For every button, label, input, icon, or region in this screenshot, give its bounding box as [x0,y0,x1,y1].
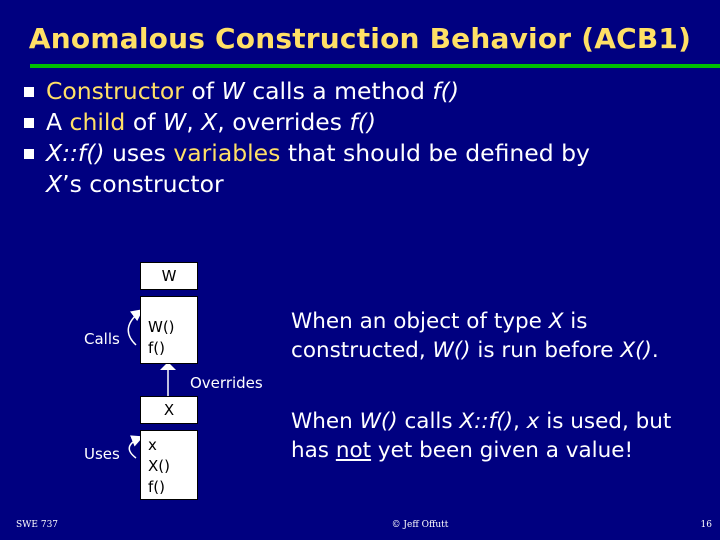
footer-course: SWE 737 [16,520,59,530]
bullet-3-part-3: variables [173,139,281,167]
bullet-3-part-2: uses [104,139,174,167]
uses-label: Uses [84,445,120,463]
slide-title: Anomalous Construction Behavior (ACB1) [28,22,692,55]
bullet-3-cont-2: ’s constructor [62,170,224,198]
class-w-name: W [161,267,177,285]
bullet-1-part-3: W [221,77,245,105]
note1-part-3: is constructed, [291,309,588,363]
class-x-member-1: x [148,436,157,454]
overrides-label: Overrides [190,374,263,392]
bullet-2-part-3: of [125,108,163,136]
bullet-2-part-8: f() [349,108,377,136]
note1-part-1: When an object of type [291,309,549,334]
calls-label: Calls [84,330,120,348]
note1-part-2: X [548,309,564,334]
bullet-1-part-5: f() [432,77,459,105]
note1-part-6: X() [620,338,652,363]
bullet-2-part-1: A [46,108,70,136]
bullet-1-part-4: calls a method [244,77,433,105]
note2-part-7: is used, but has [291,409,672,463]
class-w-body [140,296,198,364]
note1-part-5: is run before [470,338,621,363]
class-w-header [140,262,198,290]
class-w-member-1: W() [148,318,175,336]
note2-part-2: W() [359,409,398,434]
bullet-1-part-2: of [183,77,222,105]
class-x-member-2: X() [148,457,170,475]
class-w-member-2: f() [148,339,165,357]
class-x-header [140,396,198,424]
bullet-3-part-4: that should be defined by [280,139,590,167]
note1-part-4: W() [432,338,471,363]
bullet-2-part-7: , overrides [217,108,350,136]
bullet-2-part-5: , [186,108,202,136]
note-construction-order [291,307,711,365]
class-x-body [140,430,198,500]
bullet-3-cont-1: X [46,170,63,198]
note1-part-7: . [651,338,659,363]
bullet-2-part-4: W [162,108,187,136]
footer-author: © Jeff Offutt [391,520,449,530]
note2-part-6: x [526,409,540,434]
bullet-2-part-2: child [69,108,126,136]
note2-part-5: , [513,409,527,434]
class-x-member-3: f() [148,478,165,496]
bullet-3-part-1: X::f() [46,139,105,167]
note2-part-3: calls [397,409,460,434]
note2-part-9: yet been given a value! [371,438,634,463]
class-x-name: X [163,401,175,419]
footer-page-number: 16 [700,520,712,530]
note-uninitialized-use [291,407,711,465]
note2-part-8: not [335,438,372,463]
note2-part-1: When [291,409,360,434]
bullet-2-part-6: X [201,108,218,136]
bullet-1-part-1: Constructor [46,77,184,105]
note2-part-4: X::f() [459,409,513,434]
